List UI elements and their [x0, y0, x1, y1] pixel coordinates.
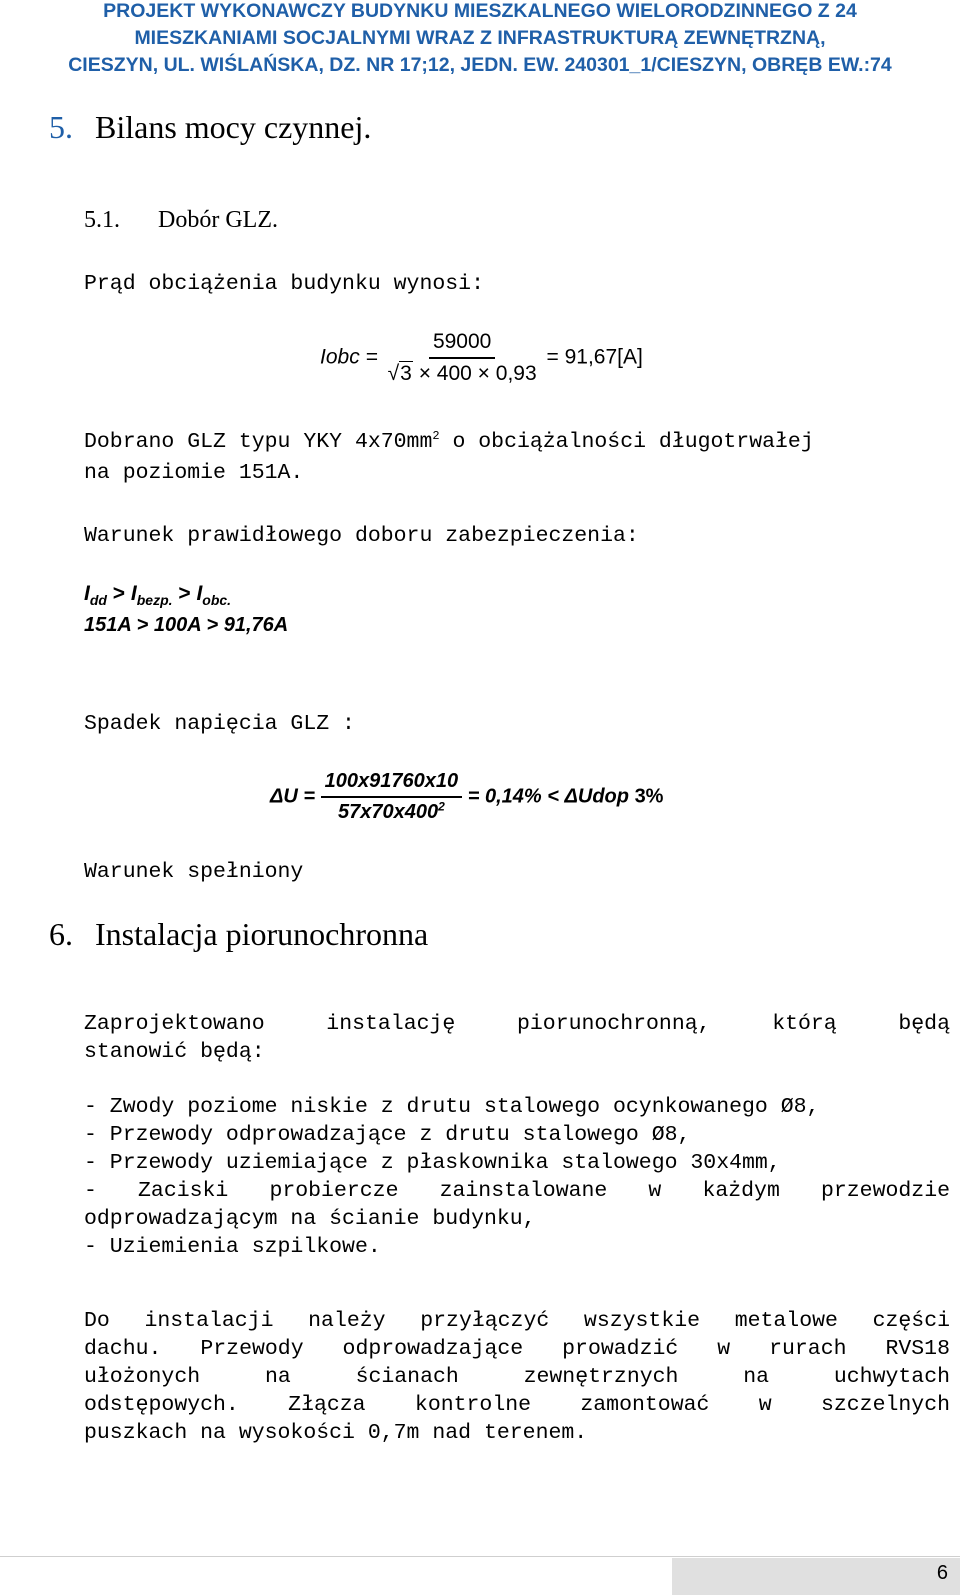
formula-iobc	[320, 330, 643, 386]
formula-du-limit-value: 3%	[634, 785, 664, 808]
header-line-3: CIESZYN, UL. WIŚLAŃSKA, DZ. NR 17;12, JEDN. EW. 240301_1/CIESZYN, OBRĘB EW.:74	[68, 54, 892, 76]
subsection-5-1-heading	[84, 205, 278, 235]
page-number: 6	[936, 1562, 948, 1584]
list-item: - Przewody uziemiające z płaskownika stalowego 30x4mm,	[84, 1151, 781, 1175]
sqrt-symbol: √3	[387, 362, 412, 385]
footer-page-box	[672, 1558, 960, 1595]
subsection-5-1-number: 5.1.	[84, 207, 120, 233]
condition-formula-symbolic: $I_{dd} > I_{bezp.} > I_{obc.}$	[84, 582, 232, 609]
list-item: - Przewody odprowadzające z drutu stalowego Ø8,	[84, 1123, 691, 1147]
formula-iobc-fraction	[384, 330, 541, 386]
formula-iobc-denominator: √3 × 400 × 0,93	[387, 362, 537, 385]
list-item: - Zaciski probiercze zainstalowane w każdym przewodzie odprowadzającym na ścianie budynku,	[84, 1179, 950, 1231]
cable-selection-text: Dobrano GLZ typu YKY $4x70mm^2$ o obciążalności długotrwałej	[84, 428, 814, 454]
condition-fulfilled-text: Warunek spełniony	[84, 860, 304, 884]
voltage-drop-text: Spadek napięcia GLZ :	[84, 712, 355, 736]
formula-du-lhs: ΔU =	[270, 785, 316, 808]
formula-du-denominator: $57x70x400^2$	[338, 799, 445, 823]
formula-iobc-numerator: 59000	[429, 330, 495, 359]
footer-divider	[0, 1556, 960, 1557]
formula-du-limit-label: ΔUdop	[564, 785, 629, 808]
formula-iobc-result: = 91,67[A]	[546, 345, 643, 369]
section-6-number: 6.	[49, 916, 73, 952]
list-item: - Zwody poziome niskie z drutu stalowego ocynkowanego Ø8,	[84, 1095, 820, 1119]
formula-du-fraction	[321, 770, 462, 824]
installation-paragraph: Do instalacji należy przyłączyć wszystkie metalowe części dachu. Przewody odprowadzające prowadzić w rurach RVS18 ułożonych na ścianach zewnętrznych na uchwytach odstępowych. Złącza kontrolne zamontować w szczelnych puszkach na wysokości 0,7m nad terenem.	[84, 1309, 950, 1445]
formula-du-numerator: 100x91760x10	[321, 770, 462, 798]
protection-condition-text: Warunek prawidłowego doboru zabezpieczenia:	[84, 524, 639, 548]
load-current-text: Prąd obciążenia budynku wynosi:	[84, 272, 484, 296]
section-5-title: Bilans mocy czynnej.	[95, 109, 372, 145]
section-5-number: 5.	[49, 109, 73, 145]
cable-selection-text-line2: na poziomie 151A.	[84, 461, 304, 485]
formula-iobc-lhs: Iobc =	[320, 345, 378, 369]
header-line-1: PROJEKT WYKONAWCZY BUDYNKU MIESZKALNEGO WIELORODZINNEGO Z 24	[103, 0, 857, 22]
lightning-intro-paragraph: Zaprojektowano instalację piorunochronną, którą będą stanowić będą:	[84, 1012, 950, 1064]
section-6-heading	[49, 915, 428, 953]
section-6-title: Instalacja piorunochronna	[95, 916, 429, 952]
header-line-2: MIESZKANIAMI SOCJALNYMI WRAZ Z INFRASTRUKTURĄ ZEWNĘTRZNĄ,	[134, 27, 826, 49]
condition-formula-values: 151A > 100A > 91,76A	[84, 614, 289, 636]
formula-du-result: = 0,14% <	[467, 785, 559, 808]
list-item: - Uziemienia szpilkowe.	[84, 1235, 381, 1259]
subsection-5-1-title: Dobór GLZ.	[158, 207, 278, 233]
section-5-heading	[49, 108, 371, 146]
formula-voltage-drop	[270, 770, 663, 824]
